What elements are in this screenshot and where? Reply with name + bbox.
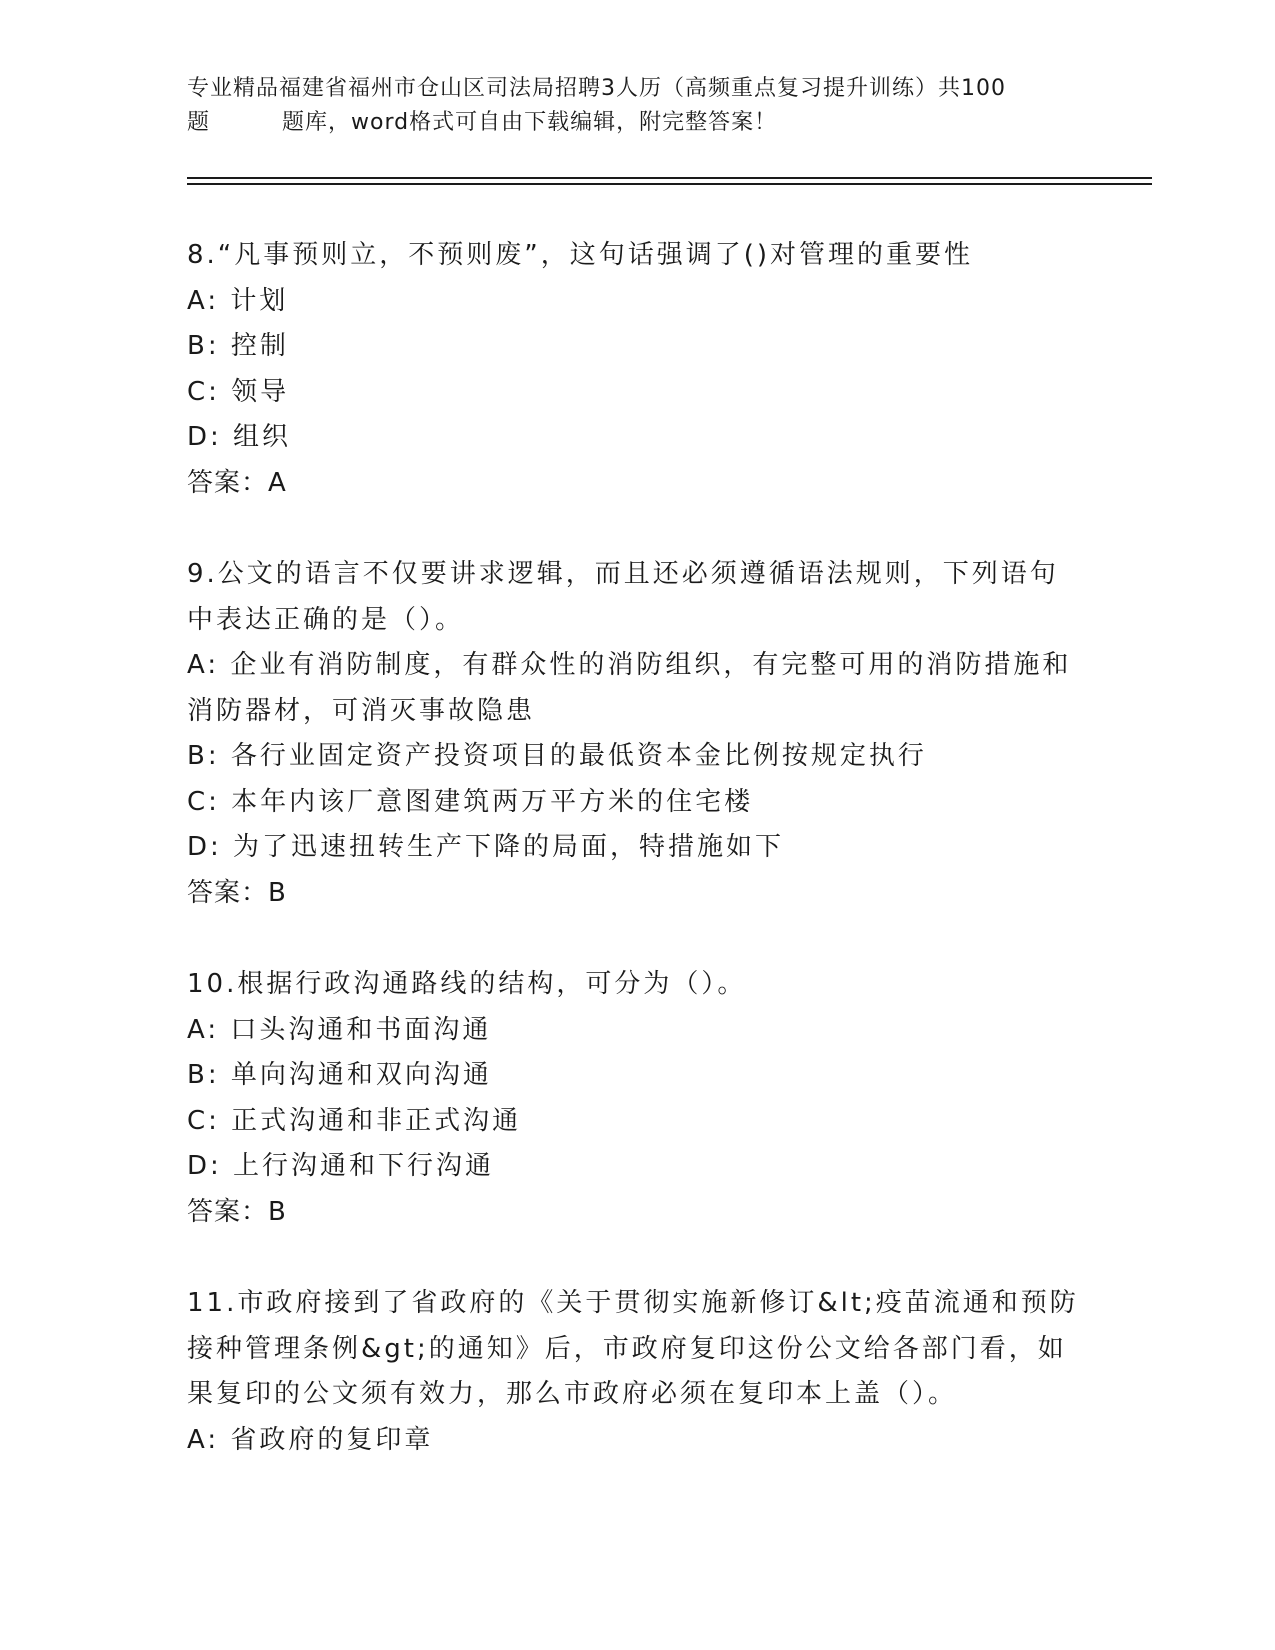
option-a: A: 计划 <box>187 285 289 316</box>
header-title-line2-left: 题 <box>187 110 211 135</box>
option-c: C: 领导 <box>187 376 290 407</box>
option-a: A: 口头沟通和书面沟通 <box>187 1014 492 1045</box>
document-header <box>187 72 1087 140</box>
header-title-line1: 专业精品福建省福州市仓山区司法局招聘3人历（高频重点复习提升训练）共100 <box>187 76 1006 101</box>
question-text: 接种管理条例&gt;的通知》后，市政府复印这份公文给各部门看，如 <box>187 1333 1067 1364</box>
answer: 答案：B <box>187 877 287 908</box>
answer: 答案：A <box>187 467 287 498</box>
option-b: B: 各行业固定资产投资项目的最低资本金比例按规定执行 <box>187 741 927 771</box>
answer: 答案：B <box>187 1196 287 1227</box>
question-list <box>187 233 1087 1463</box>
option-b: B: 控制 <box>187 331 289 361</box>
option-a-continued: 消防器材，可消灭事故隐患 <box>187 695 536 726</box>
option-b: B: 单向沟通和双向沟通 <box>187 1060 492 1090</box>
header-divider-top <box>187 177 1152 179</box>
option-d: D: 上行沟通和下行沟通 <box>187 1151 495 1181</box>
question-gap <box>187 1235 1087 1281</box>
question-text: 果复印的公文须有效力，那么市政府必须在复印本上盖（）。 <box>187 1379 958 1409</box>
question-text: 10.根据行政沟通路线的结构，可分为（）。 <box>187 969 747 999</box>
question-9 <box>187 552 1087 916</box>
header-title-line2-right: 题库，word格式可自由下载编辑，附完整答案！ <box>282 110 778 135</box>
question-8 <box>187 233 1087 506</box>
question-text: 中表达正确的是（）。 <box>187 604 465 635</box>
option-d: D: 为了迅速扭转生产下降的局面，特措施如下 <box>187 832 785 862</box>
option-a: A: 省政府的复印章 <box>187 1424 434 1455</box>
question-gap <box>187 506 1087 552</box>
question-text: 9.公文的语言不仅要讲求逻辑，而且还必须遵循语法规则，下列语句 <box>187 559 1059 589</box>
option-c: C: 本年内该厂意图建筑两万平方米的住宅楼 <box>187 786 754 817</box>
question-11 <box>187 1281 1087 1463</box>
option-c: C: 正式沟通和非正式沟通 <box>187 1105 522 1136</box>
option-d: D: 组织 <box>187 422 292 452</box>
question-10 <box>187 962 1087 1235</box>
question-text: 11.市政府接到了省政府的《关于贯彻实施新修订&lt;疫苗流通和预防 <box>187 1288 1079 1318</box>
question-gap <box>187 916 1087 962</box>
option-a: A: 企业有消防制度，有群众性的消防组织，有完整可用的消防措施和 <box>187 650 1072 680</box>
question-text: 8.“凡事预则立，不预则废”，这句话强调了()对管理的重要性 <box>187 240 974 270</box>
header-title-line2 <box>187 106 1087 140</box>
header-divider-bottom <box>187 183 1152 185</box>
